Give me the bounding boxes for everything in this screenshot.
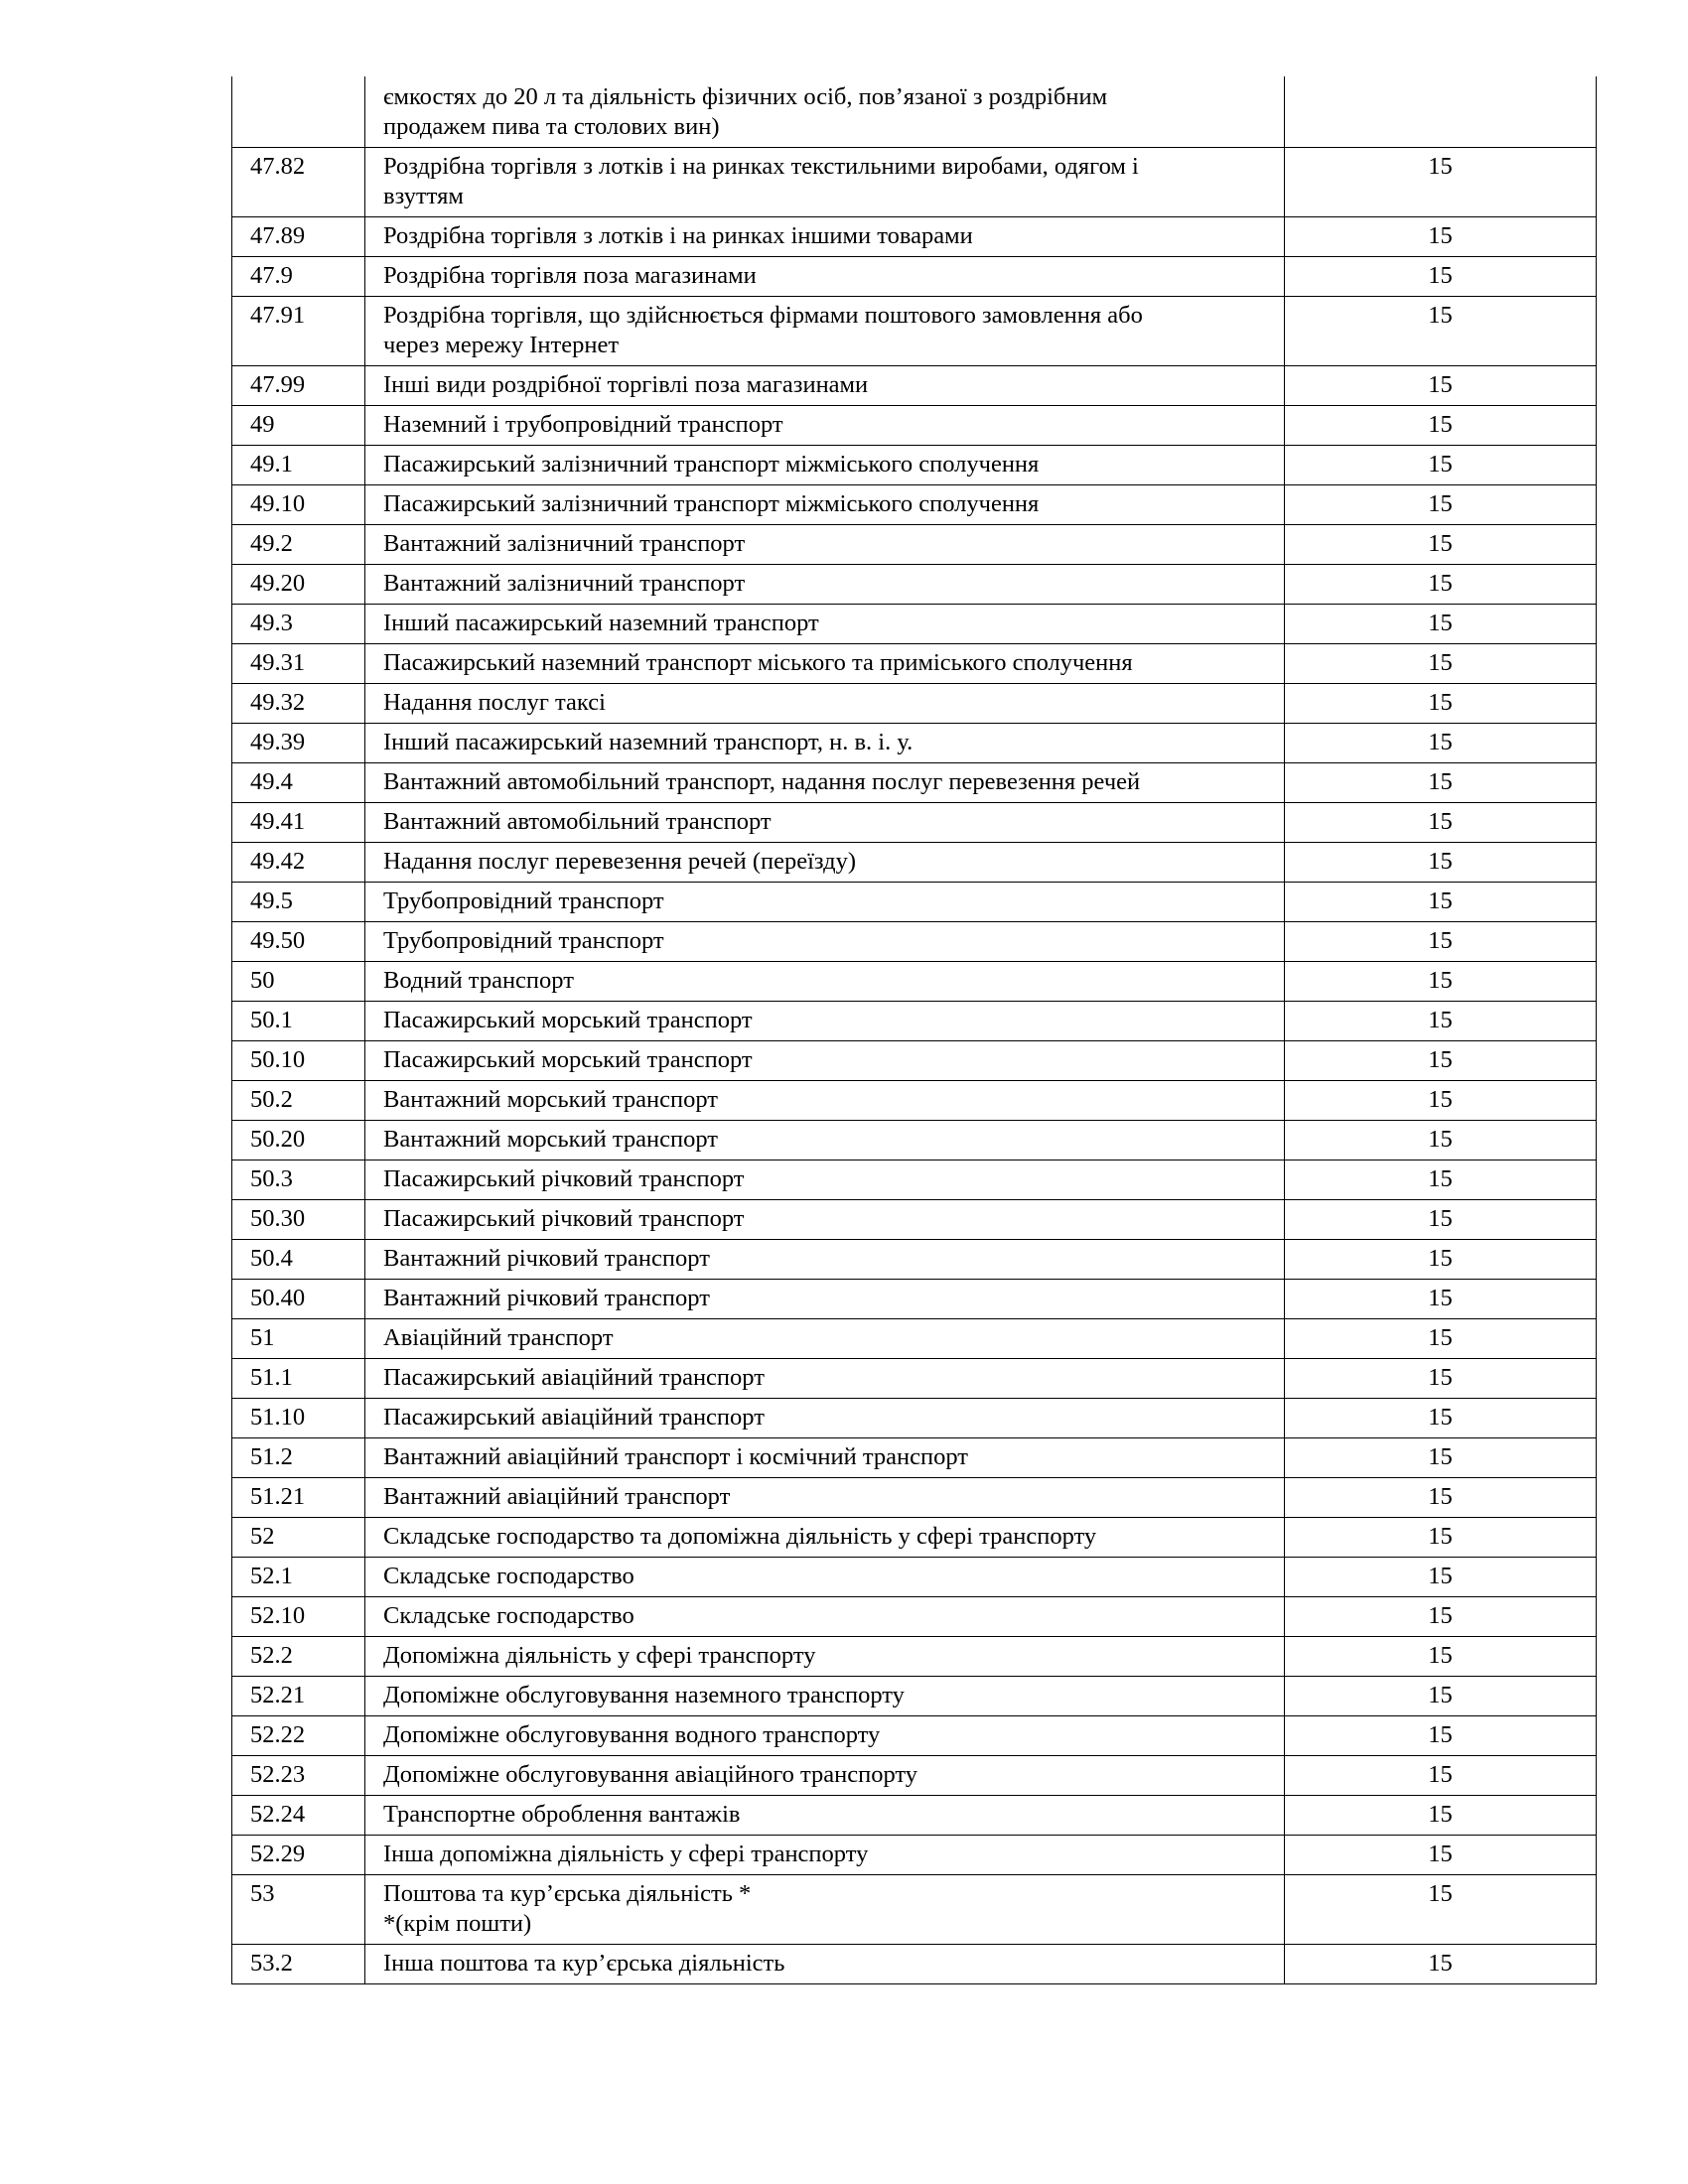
code-cell: 50.30 [232, 1200, 365, 1240]
rate-cell: 15 [1285, 1200, 1597, 1240]
table-body [232, 76, 1597, 1984]
name-cell [365, 922, 1285, 962]
name-line: Вантажний автомобільний транспорт [383, 808, 772, 835]
code-cell: 49.39 [232, 724, 365, 763]
table-row [232, 1280, 1597, 1319]
code-cell: 52.2 [232, 1637, 365, 1677]
name-line: Вантажний авіаційний транспорт [383, 1483, 731, 1510]
name-line: Інший пасажирський наземний транспорт [383, 610, 819, 636]
code-cell: 50.10 [232, 1041, 365, 1081]
table-row [232, 148, 1597, 217]
name-line: Складське господарство [383, 1602, 634, 1629]
table-row [232, 684, 1597, 724]
code-cell: 49.3 [232, 605, 365, 644]
code-cell: 51 [232, 1319, 365, 1359]
rate-cell: 15 [1285, 297, 1597, 366]
table-row [232, 1558, 1597, 1597]
rate-cell: 15 [1285, 1796, 1597, 1836]
rate-cell: 15 [1285, 803, 1597, 843]
name-cell [365, 1399, 1285, 1438]
name-cell [365, 1081, 1285, 1121]
name-line: Надання послуг перевезення речей (переїзду) [383, 848, 857, 875]
code-cell: 53.2 [232, 1945, 365, 1984]
table-row [232, 565, 1597, 605]
code-cell: 49.32 [232, 684, 365, 724]
name-line: Складське господарство [383, 1563, 634, 1589]
name-cell [365, 1359, 1285, 1399]
rate-cell: 15 [1285, 763, 1597, 803]
table-row [232, 763, 1597, 803]
name-line: через мережу Інтернет [383, 332, 620, 358]
name-line: Допоміжне обслуговування наземного транспорту [383, 1682, 905, 1708]
table-row [232, 1518, 1597, 1558]
table-row [232, 1240, 1597, 1280]
table-row [232, 525, 1597, 565]
code-cell: 50.20 [232, 1121, 365, 1160]
table-row [232, 1836, 1597, 1875]
name-line: Інший пасажирський наземний транспорт, н. в. і. у. [383, 729, 914, 755]
table-row [232, 1399, 1597, 1438]
table-row [232, 962, 1597, 1002]
rate-cell: 15 [1285, 1121, 1597, 1160]
name-cell [365, 565, 1285, 605]
rate-cell: 15 [1285, 1438, 1597, 1478]
name-cell [365, 1677, 1285, 1716]
code-cell: 52.24 [232, 1796, 365, 1836]
name-line: взуттям [383, 183, 464, 209]
name-cell [365, 1945, 1285, 1984]
name-cell [365, 1121, 1285, 1160]
rate-cell: 15 [1285, 1359, 1597, 1399]
name-line: Пасажирський залізничний транспорт міжміського сполучення [383, 451, 1040, 478]
code-cell: 49.4 [232, 763, 365, 803]
table-row [232, 1478, 1597, 1518]
table-row [232, 803, 1597, 843]
table-row [232, 217, 1597, 257]
rate-cell: 15 [1285, 1677, 1597, 1716]
rate-cell: 15 [1285, 1002, 1597, 1041]
code-cell: 51.2 [232, 1438, 365, 1478]
code-cell: 50.4 [232, 1240, 365, 1280]
name-line: Роздрібна торгівля, що здійснюється фірмами поштового замовлення або [383, 302, 1143, 329]
name-line: Вантажний морський транспорт [383, 1126, 719, 1153]
code-cell: 52.29 [232, 1836, 365, 1875]
name-line: Водний транспорт [383, 967, 574, 994]
rate-cell: 15 [1285, 1160, 1597, 1200]
name-cell [365, 843, 1285, 883]
name-line: Вантажний залізничний транспорт [383, 570, 746, 597]
table-row [232, 1200, 1597, 1240]
rate-cell: 15 [1285, 565, 1597, 605]
code-cell: 49.2 [232, 525, 365, 565]
name-line: Допоміжна діяльність у сфері транспорту [383, 1642, 816, 1669]
name-cell [365, 366, 1285, 406]
code-cell: 47.9 [232, 257, 365, 297]
name-cell [365, 217, 1285, 257]
table-row [232, 1121, 1597, 1160]
table-row [232, 922, 1597, 962]
name-line: Пасажирський морський транспорт [383, 1046, 753, 1073]
name-cell [365, 605, 1285, 644]
name-cell [365, 525, 1285, 565]
code-cell: 51.1 [232, 1359, 365, 1399]
table-row-continuation [232, 76, 1597, 148]
rate-cell: 15 [1285, 148, 1597, 217]
table-row [232, 1796, 1597, 1836]
name-line: Пасажирський залізничний транспорт міжміського сполучення [383, 490, 1040, 517]
rate-cell: 15 [1285, 1280, 1597, 1319]
table-row [232, 1438, 1597, 1478]
name-cell [365, 257, 1285, 297]
name-line: Пасажирський наземний транспорт міського та приміського сполучення [383, 649, 1133, 676]
code-cell: 52.21 [232, 1677, 365, 1716]
rate-cell: 15 [1285, 922, 1597, 962]
name-line: Пасажирський річковий транспорт [383, 1165, 745, 1192]
rate-cell: 15 [1285, 366, 1597, 406]
name-cell [365, 485, 1285, 525]
name-cell [365, 406, 1285, 446]
rate-cell: 15 [1285, 1081, 1597, 1121]
rate-cell: 15 [1285, 1240, 1597, 1280]
rate-cell: 15 [1285, 485, 1597, 525]
table-row [232, 843, 1597, 883]
name-cell [365, 803, 1285, 843]
code-cell: 49 [232, 406, 365, 446]
name-cell [365, 1478, 1285, 1518]
table-row [232, 1756, 1597, 1796]
code-cell: 49.20 [232, 565, 365, 605]
name-line: ємкостях до 20 л та діяльність фізичних осіб, пов’язаної з роздрібним [383, 83, 1108, 110]
name-line: Пасажирський авіаційний транспорт [383, 1364, 765, 1391]
name-line: Надання послуг таксі [383, 689, 606, 716]
name-cell [365, 1280, 1285, 1319]
name-line: Пасажирський авіаційний транспорт [383, 1404, 765, 1431]
code-cell: 50.40 [232, 1280, 365, 1319]
name-cell [365, 684, 1285, 724]
rate-cell: 15 [1285, 1041, 1597, 1081]
rate-cell: 15 [1285, 843, 1597, 883]
name-cell [365, 1518, 1285, 1558]
name-line: Поштова та кур’єрська діяльність * [383, 1880, 752, 1907]
name-line: Складське господарство та допоміжна діяльність у сфері транспорту [383, 1523, 1097, 1550]
name-line: Авіаційний транспорт [383, 1324, 614, 1351]
name-cell [365, 763, 1285, 803]
code-cell: 52.22 [232, 1716, 365, 1756]
name-cell [365, 1637, 1285, 1677]
code-cell: 49.1 [232, 446, 365, 485]
rate-cell: 15 [1285, 1945, 1597, 1984]
name-line: Наземний і трубопровідний транспорт [383, 411, 783, 438]
rate-cell: 15 [1285, 1637, 1597, 1677]
rate-cell: 15 [1285, 1597, 1597, 1637]
name-cell [365, 1319, 1285, 1359]
table-row [232, 1677, 1597, 1716]
name-line: Допоміжне обслуговування водного транспорту [383, 1721, 881, 1748]
table-row [232, 406, 1597, 446]
name-line: Вантажний річковий транспорт [383, 1245, 710, 1272]
name-cell [365, 1716, 1285, 1756]
name-cell [365, 1240, 1285, 1280]
code-cell: 53 [232, 1875, 365, 1945]
rate-cell: 15 [1285, 962, 1597, 1002]
code-cell: 49.5 [232, 883, 365, 922]
code-cell [232, 76, 365, 148]
table-row [232, 485, 1597, 525]
code-cell: 49.42 [232, 843, 365, 883]
name-line: *(крім пошти) [383, 1910, 532, 1937]
code-cell: 52 [232, 1518, 365, 1558]
name-line: Вантажний залізничний транспорт [383, 530, 746, 557]
code-cell: 52.10 [232, 1597, 365, 1637]
table-row [232, 1875, 1597, 1945]
rate-cell: 15 [1285, 525, 1597, 565]
table-row [232, 1637, 1597, 1677]
table-row [232, 1081, 1597, 1121]
name-cell [365, 297, 1285, 366]
name-line: Роздрібна торгівля з лотків і на ринках текстильними виробами, одягом і [383, 153, 1139, 180]
code-cell: 47.99 [232, 366, 365, 406]
code-cell: 50.1 [232, 1002, 365, 1041]
name-line: Вантажний авіаційний транспорт і космічний транспорт [383, 1443, 968, 1470]
table-row [232, 1041, 1597, 1081]
name-cell [365, 1200, 1285, 1240]
name-cell [365, 883, 1285, 922]
rate-cell: 15 [1285, 217, 1597, 257]
table-row [232, 883, 1597, 922]
name-cell [365, 644, 1285, 684]
rate-cell: 15 [1285, 644, 1597, 684]
name-line: Транспортне оброблення вантажів [383, 1801, 741, 1828]
name-cell [365, 446, 1285, 485]
name-cell [365, 1756, 1285, 1796]
table-row [232, 446, 1597, 485]
name-line: Пасажирський морський транспорт [383, 1007, 753, 1033]
code-cell: 52.1 [232, 1558, 365, 1597]
rate-cell [1285, 76, 1597, 148]
rate-cell: 15 [1285, 406, 1597, 446]
code-cell: 50.3 [232, 1160, 365, 1200]
code-cell: 49.10 [232, 485, 365, 525]
rate-cell: 15 [1285, 1399, 1597, 1438]
code-cell: 50.2 [232, 1081, 365, 1121]
table-row [232, 1160, 1597, 1200]
name-line: Вантажний річковий транспорт [383, 1285, 710, 1311]
code-cell: 49.41 [232, 803, 365, 843]
table-row [232, 724, 1597, 763]
rate-cell: 15 [1285, 1478, 1597, 1518]
table-row [232, 1359, 1597, 1399]
table-row [232, 1002, 1597, 1041]
name-line: Роздрібна торгівля з лотків і на ринках іншими товарами [383, 222, 973, 249]
rate-cell: 15 [1285, 1836, 1597, 1875]
rate-cell: 15 [1285, 446, 1597, 485]
table-row [232, 297, 1597, 366]
name-line: Пасажирський річковий транспорт [383, 1205, 745, 1232]
name-cell [365, 1597, 1285, 1637]
table-row [232, 605, 1597, 644]
rate-cell: 15 [1285, 605, 1597, 644]
code-cell: 50 [232, 962, 365, 1002]
name-cell [365, 1002, 1285, 1041]
table-row [232, 644, 1597, 684]
name-cell [365, 148, 1285, 217]
table-row [232, 366, 1597, 406]
name-line: продажем пива та столових вин) [383, 113, 720, 140]
name-cell [365, 1041, 1285, 1081]
activity-codes-table [231, 76, 1597, 1984]
rate-cell: 15 [1285, 257, 1597, 297]
rate-cell: 15 [1285, 1558, 1597, 1597]
name-line: Вантажний морський транспорт [383, 1086, 719, 1113]
code-cell: 51.21 [232, 1478, 365, 1518]
code-cell: 47.89 [232, 217, 365, 257]
rate-cell: 15 [1285, 1716, 1597, 1756]
name-line: Роздрібна торгівля поза магазинами [383, 262, 757, 289]
rate-cell: 15 [1285, 1875, 1597, 1945]
code-cell: 51.10 [232, 1399, 365, 1438]
name-cell [365, 724, 1285, 763]
rate-cell: 15 [1285, 684, 1597, 724]
name-line: Інші види роздрібної торгівлі поза магазинами [383, 371, 869, 398]
name-cell [365, 1836, 1285, 1875]
table-row [232, 1716, 1597, 1756]
name-cell [365, 962, 1285, 1002]
code-cell: 49.31 [232, 644, 365, 684]
rate-cell: 15 [1285, 724, 1597, 763]
table-row [232, 1319, 1597, 1359]
rate-cell: 15 [1285, 1319, 1597, 1359]
name-line: Трубопровідний транспорт [383, 927, 664, 954]
rate-cell: 15 [1285, 883, 1597, 922]
table-row [232, 1597, 1597, 1637]
rate-cell: 15 [1285, 1518, 1597, 1558]
document-page [231, 76, 1596, 1984]
name-line: Інша поштова та кур’єрська діяльність [383, 1950, 785, 1977]
name-cell [365, 1558, 1285, 1597]
name-cell [365, 1438, 1285, 1478]
code-cell: 52.23 [232, 1756, 365, 1796]
name-line: Трубопровідний транспорт [383, 887, 664, 914]
name-cell [365, 1160, 1285, 1200]
name-cell [365, 1875, 1285, 1945]
name-line: Інша допоміжна діяльність у сфері транспорту [383, 1841, 869, 1867]
name-line: Допоміжне обслуговування авіаційного транспорту [383, 1761, 918, 1788]
table-row [232, 257, 1597, 297]
code-cell: 49.50 [232, 922, 365, 962]
code-cell: 47.82 [232, 148, 365, 217]
rate-cell: 15 [1285, 1756, 1597, 1796]
name-cell [365, 1796, 1285, 1836]
name-cell [365, 76, 1285, 148]
code-cell: 47.91 [232, 297, 365, 366]
name-line: Вантажний автомобільний транспорт, надання послуг перевезення речей [383, 768, 1141, 795]
table-row [232, 1945, 1597, 1984]
